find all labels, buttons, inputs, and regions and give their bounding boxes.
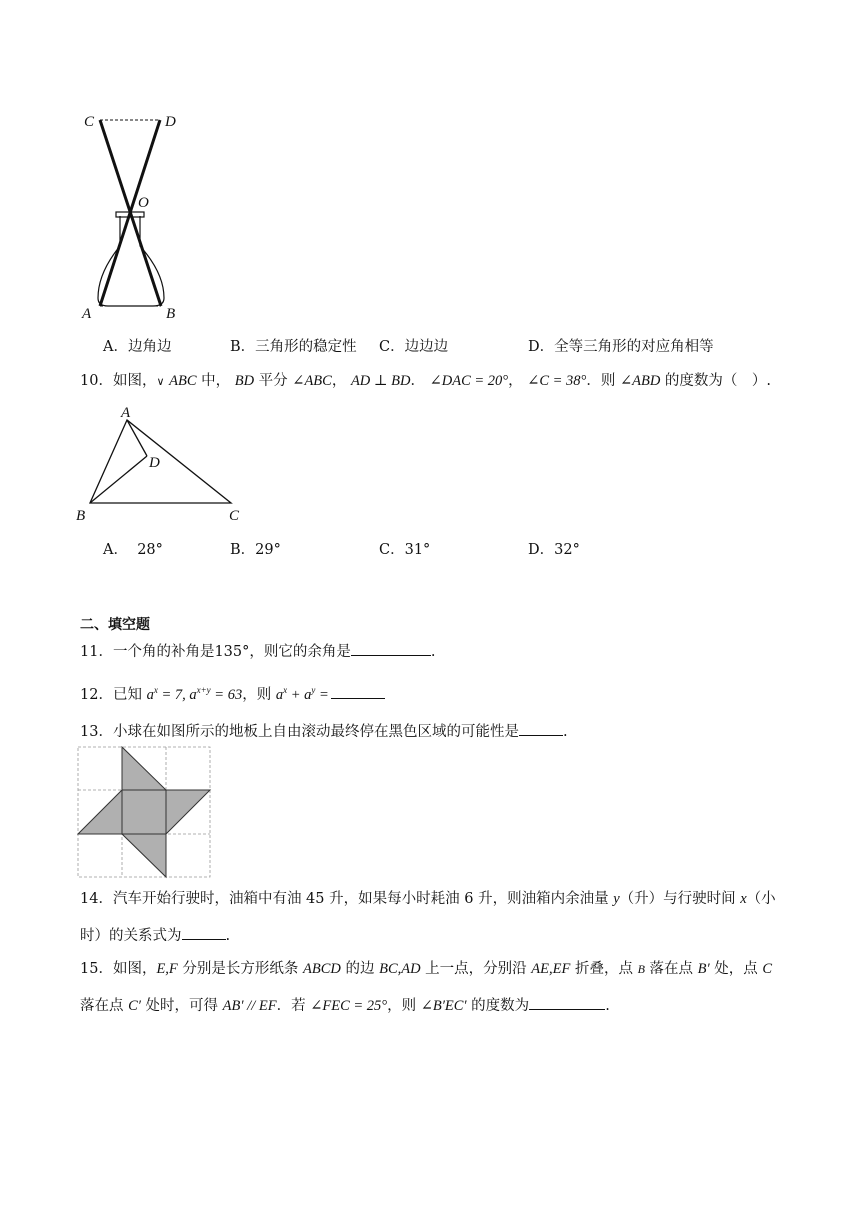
label-o: O bbox=[138, 195, 149, 211]
math-exponent: x bbox=[153, 685, 158, 695]
label-a: A bbox=[121, 405, 131, 421]
text: 汽车开始行驶时，油箱中有油 45 升，如果每小时耗油 6 升，则油箱内余油量 bbox=[112, 891, 614, 907]
segment-ad bbox=[127, 420, 147, 456]
text: . bbox=[562, 724, 568, 740]
q14-line2 bbox=[80, 924, 230, 946]
answer-blank[interactable] bbox=[529, 994, 605, 1010]
shaded-center-square bbox=[122, 790, 166, 834]
label-d: D bbox=[149, 455, 160, 471]
math: ∠FEC = 25° bbox=[310, 998, 388, 1014]
q10-option-d[interactable] bbox=[528, 540, 580, 560]
math: BC,AD bbox=[379, 961, 421, 977]
text: ， bbox=[331, 373, 351, 389]
math: B bbox=[637, 962, 645, 976]
label-c: C bbox=[229, 508, 240, 524]
math: AE,EF bbox=[531, 961, 571, 977]
q9-option-c[interactable] bbox=[379, 337, 448, 357]
text: ．则 bbox=[586, 373, 620, 389]
option-key: C． bbox=[379, 339, 405, 355]
option-key: C． bbox=[379, 542, 405, 558]
math: = bbox=[315, 686, 329, 703]
math: x bbox=[740, 891, 747, 907]
math-exponent: x+y bbox=[196, 685, 211, 695]
option-key: A． bbox=[103, 339, 128, 355]
shaded-triangle-top bbox=[122, 747, 166, 790]
option-text: 边边边 bbox=[404, 339, 449, 355]
math: BD bbox=[234, 373, 255, 389]
option-text: 32° bbox=[554, 542, 580, 558]
segment-bd bbox=[90, 456, 147, 503]
text: 已知 bbox=[112, 686, 147, 703]
shaded-triangle-right bbox=[166, 790, 210, 834]
text: 的度数为（ ）. bbox=[660, 373, 772, 389]
text: 处，点 bbox=[709, 961, 763, 977]
option-text: 29° bbox=[255, 542, 281, 558]
q10-option-c[interactable] bbox=[379, 540, 430, 560]
math: C′ bbox=[128, 998, 141, 1014]
label-d: D bbox=[165, 114, 176, 130]
option-text: 边角边 bbox=[127, 339, 172, 355]
text: . bbox=[225, 928, 231, 944]
text: 平分 bbox=[254, 373, 293, 389]
question-number: 10． bbox=[80, 373, 113, 389]
math: = 7, a bbox=[157, 686, 197, 703]
answer-blank[interactable] bbox=[331, 683, 385, 699]
text: 小球在如图所示的地板上自由滚动最终停在黑色区域的可能性是 bbox=[112, 724, 519, 740]
q13-stem bbox=[80, 720, 568, 742]
math: ABC bbox=[169, 373, 197, 389]
math: = 63 bbox=[210, 686, 243, 703]
option-text: 31° bbox=[404, 542, 431, 558]
flask-outline bbox=[98, 216, 164, 306]
label-b: B bbox=[76, 508, 86, 524]
text: （升）与行驶时间 bbox=[619, 891, 741, 907]
math: a bbox=[275, 686, 284, 703]
math: AB′ // EF bbox=[222, 998, 277, 1014]
text: ． bbox=[410, 373, 430, 389]
q10-option-a[interactable] bbox=[103, 540, 163, 560]
q9-figure bbox=[78, 108, 188, 323]
text: 时）的关系式为 bbox=[80, 928, 182, 944]
math: ∠B′EC′ bbox=[420, 998, 467, 1014]
label-b: B bbox=[166, 306, 176, 322]
option-key: B． bbox=[230, 339, 256, 355]
math: 135° bbox=[214, 644, 250, 660]
q15-line1 bbox=[80, 959, 772, 979]
shaded-triangle-left bbox=[78, 790, 122, 834]
q11-stem bbox=[80, 640, 436, 662]
text: 分别是长方形纸条 bbox=[177, 961, 304, 977]
text: （小 bbox=[746, 891, 776, 907]
text: ．若 bbox=[276, 998, 311, 1014]
q14-line1 bbox=[80, 889, 776, 909]
text: 的边 bbox=[340, 961, 380, 977]
math: B′ bbox=[697, 961, 710, 977]
math-exponent: x bbox=[283, 685, 288, 695]
math: ∠ABD bbox=[619, 373, 661, 389]
answer-blank[interactable] bbox=[182, 924, 226, 940]
shaded-triangle-bottom bbox=[122, 834, 166, 877]
q15-line2 bbox=[80, 994, 610, 1016]
math: E,F bbox=[156, 961, 178, 977]
math: C bbox=[762, 961, 773, 977]
q12-stem bbox=[80, 680, 385, 705]
q9-option-d[interactable] bbox=[528, 337, 714, 357]
text: ，则 bbox=[242, 686, 276, 703]
text: 如图， bbox=[112, 961, 157, 977]
question-number: 11． bbox=[80, 644, 113, 660]
text: 的度数为 bbox=[466, 998, 530, 1014]
text: . bbox=[430, 644, 436, 660]
option-text: 28° bbox=[137, 542, 163, 558]
text: 处时，可得 bbox=[140, 998, 223, 1014]
text: 如图， bbox=[112, 373, 157, 389]
text: 中， bbox=[196, 373, 235, 389]
question-number: 14． bbox=[80, 891, 113, 907]
question-number: 12． bbox=[80, 686, 113, 703]
option-key: D． bbox=[528, 542, 555, 558]
label-a: A bbox=[82, 306, 92, 322]
triangle-abc bbox=[90, 420, 231, 503]
q10-option-b[interactable] bbox=[230, 540, 281, 560]
math: ∠ABC bbox=[292, 373, 332, 389]
text: 一个角的补角是 bbox=[112, 644, 215, 660]
text: 上一点，分别沿 bbox=[420, 961, 532, 977]
text: 落在点 bbox=[80, 998, 129, 1014]
answer-blank[interactable] bbox=[351, 640, 431, 656]
math: AD ⊥ BD bbox=[350, 373, 411, 389]
math: ABCD bbox=[303, 961, 341, 977]
text: ， bbox=[508, 373, 528, 389]
q9-option-a[interactable] bbox=[103, 337, 171, 357]
text: 折叠，点 bbox=[570, 961, 638, 977]
math-exponent: y bbox=[311, 685, 316, 695]
option-key: D． bbox=[528, 339, 555, 355]
label-c: C bbox=[84, 114, 95, 130]
answer-blank[interactable] bbox=[519, 720, 563, 736]
math: y bbox=[613, 891, 620, 907]
q10-figure bbox=[72, 402, 252, 526]
text: ，则它的余角是 bbox=[249, 644, 351, 660]
text: 落在点 bbox=[644, 961, 698, 977]
option-key: A． bbox=[103, 542, 128, 558]
question-number: 13． bbox=[80, 724, 113, 740]
math: ∠DAC = 20° bbox=[429, 373, 509, 389]
triangle-symbol: ∨ bbox=[156, 375, 165, 388]
option-text: 全等三角形的对应角相等 bbox=[554, 339, 714, 355]
section-title: 二、填空题 bbox=[80, 617, 150, 633]
q13-figure bbox=[77, 746, 213, 880]
math: ∠C = 38° bbox=[527, 373, 587, 389]
math: + a bbox=[287, 686, 312, 703]
math: a bbox=[146, 686, 154, 703]
text: . bbox=[605, 998, 610, 1014]
q9-option-b[interactable] bbox=[230, 337, 357, 357]
text: ，则 bbox=[387, 998, 421, 1014]
question-number: 15． bbox=[80, 961, 113, 977]
option-key: B． bbox=[230, 542, 256, 558]
q10-stem bbox=[80, 371, 771, 392]
option-text: 三角形的稳定性 bbox=[255, 339, 357, 355]
